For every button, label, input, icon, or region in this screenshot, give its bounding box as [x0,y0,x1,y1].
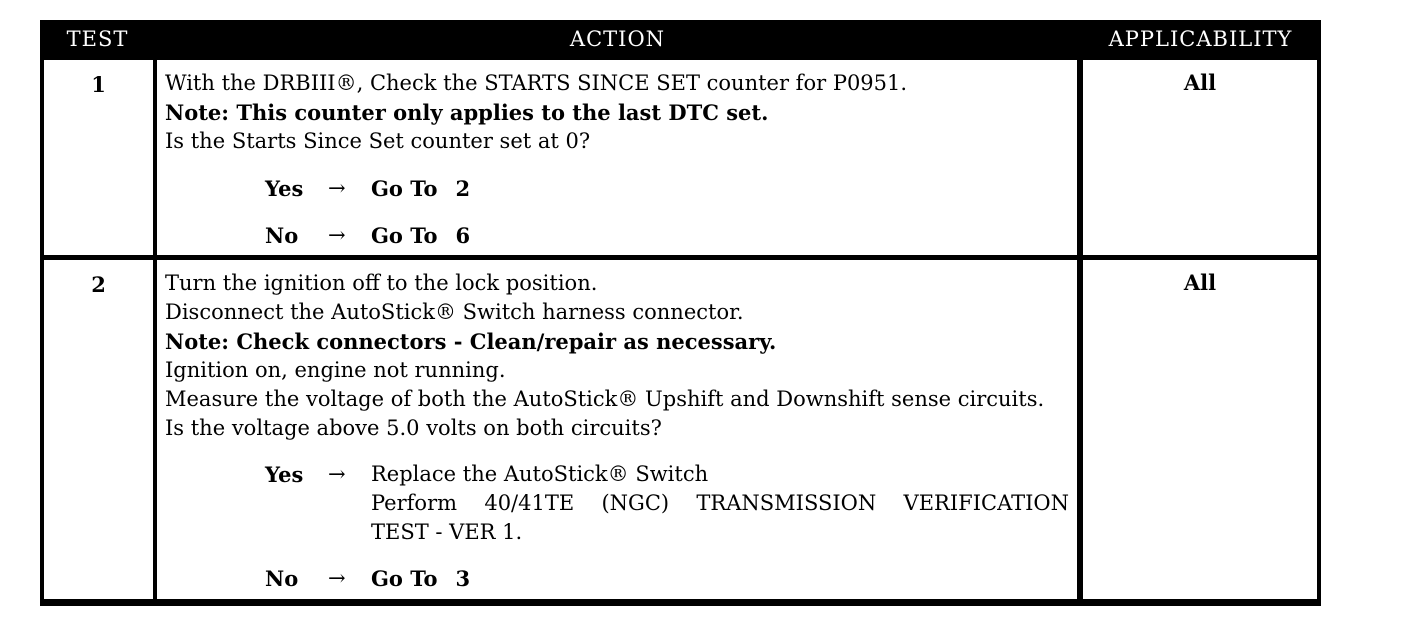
row2-line-2: Disconnect the AutoStick® Switch harness connector. [165,300,744,324]
row1-test-number: 1 [44,60,153,255]
row2-no-target: 3 [455,566,471,591]
row1-line-1: With the DRBIII®, Check the STARTS SINCE SET counter for P0951. [165,71,908,95]
arrow-icon: → [328,176,346,200]
row1-applicability: All [1083,60,1317,255]
row2-line-4: Ignition on, engine not running. [165,358,506,382]
row1-no-goto [371,221,470,250]
row2-yes-line-1: Replace the AutoStick® Switch [371,462,709,486]
row2-yes-line-3: TEST - VER 1. [371,520,523,544]
row1-action-cell [157,60,1077,255]
row2-question: Is the voltage above 5.0 volts on both circuits? [165,416,662,440]
row1-no-action: Go To [371,223,438,248]
header-test: TEST [66,26,129,51]
row1-note: Note: This counter only applies to the last DTC set. [165,100,769,125]
row2-yes-option [165,460,1077,547]
row1-yes-goto [371,174,470,203]
row2-test-number: 2 [44,260,153,599]
diagnostic-test-table [40,20,1321,606]
row2-action-cell [157,260,1077,599]
header-action: ACTION [569,26,666,51]
row1-no-option [165,221,1077,250]
arrow-icon: → [328,566,346,590]
row2-line-1: Turn the ignition off to the lock position. [165,271,598,295]
row2-yes-instructions [371,460,1069,547]
arrow-icon: → [328,223,346,247]
row1-yes-option [165,174,1077,203]
row1-no-target: 6 [455,223,471,248]
row1-no-label: No [265,223,299,248]
row1-yes-action: Go To [371,176,438,201]
row2-line-5: Measure the voltage of both the AutoStick® Upshift and Downshift sense circuits. [165,387,1045,411]
row2-yes-line-2: Perform 40/41TE (NGC) TRANSMISSION VERIFICATION [371,491,1069,515]
row2-applicability: All [1083,260,1317,599]
row2-no-action: Go To [371,566,438,591]
row1-question: Is the Starts Since Set counter set at 0? [165,129,591,153]
row1-yes-label: Yes [265,176,304,201]
arrow-icon: → [328,462,346,486]
header-applicability: APPLICABILITY [1108,26,1293,51]
row2-no-goto [371,564,470,593]
row2-yes-label: Yes [265,462,304,487]
row1-yes-target: 2 [455,176,471,201]
row2-no-label: No [265,566,299,591]
row2-no-option [165,564,1077,593]
row2-note: Note: Check connectors - Clean/repair as necessary. [165,329,777,354]
